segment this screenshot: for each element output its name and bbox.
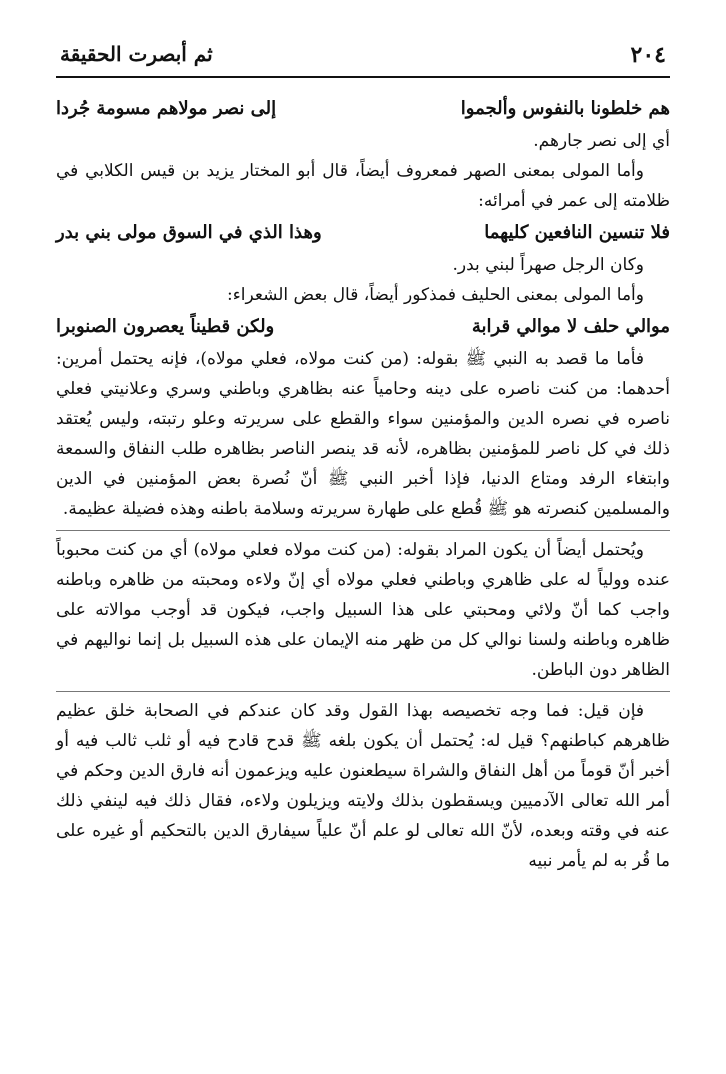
paragraph: وكان الرجل صهراً لبني بدر. [452, 255, 644, 275]
header-rule [56, 76, 670, 78]
verse-hemistich-right: هم خلطونا بالنفوس وألجموا [460, 98, 670, 119]
paragraph-divider [56, 530, 670, 531]
verse-line [56, 94, 670, 124]
paragraph: وأما المولى بمعنى الحليف فمذكور أيضاً، قال بعض الشعراء: [227, 285, 644, 305]
paragraph: ويُحتمل أيضاً أن يكون المراد بقوله: (من كنت مولاه فعلي مولاه) أي من كنت محبوباً عنده وولياً له على ظاهري وباطني فعلي مولاه أي إنّ ولاءه ومحبته من ظاهره وباطنه واجب كما أنّ ولائي ومحبتي على هذا السبيل واجب، فيكون قد أوجب موالاته على ظاهره وباطنه ولسنا نوالي كل من ظهر منه الإيمان على هذه السبيل بل إنما نواليهم في الظاهر دون الباطن. [56, 540, 670, 680]
paragraph: فأما ما قصد به النبي ﷺ بقوله: (من كنت مولاه، فعلي مولاه)، فإنه يحتمل أمرين: أحدهما: من كنت ناصره على دينه وحامياً عنه بظاهري وباطني وسري وعلانيتي فعلي ناصره في نصره الدين والمؤمنين سواء والقطع على سريرته وعلو رتبته، وليس يُعتقد ذلك في كل ناصر للمؤمنين بظاهره، لأنه قد ينصر الناصر بظاهره طلب النفاق والسمعة وابتغاء الرفد ومتاع الدنيا، فإذا أخبر النبي ﷺ أنّ نُصرة بعض المؤمنين في الدين والمسلمين كنصرته هو ﷺ قُطع على طهارة سريرته وسلامة باطنه وهذه فضيلة عظيمة. [56, 349, 670, 519]
running-title: ثم أبصرت الحقيقة [60, 42, 213, 66]
paragraph-divider [56, 691, 670, 692]
page-body [56, 92, 670, 876]
verse-line [56, 218, 670, 248]
verse-hemistich-left: إلى نصر مولاهم مسومة جُردا [56, 98, 277, 119]
verse-hemistich-left: ولكن قطيناً يعصرون الصنوبرا [56, 316, 275, 337]
verse-hemistich-right: فلا تنسين النافعين كليهما [484, 222, 670, 243]
verse-hemistich-right: موالي حلف لا موالي قرابة [471, 316, 670, 337]
page-number: ٢٠٤ [630, 42, 666, 68]
page-header [56, 36, 670, 76]
verse-hemistich-left: وهذا الذي في السوق مولى بني بدر [56, 222, 322, 243]
paragraph: فإن قيل: فما وجه تخصيصه بهذا القول وقد كان عندكم في الصحابة خلق عظيم ظاهرهم كباطنهم؟ قيل له: يُحتمل أن يكون بلغه ﷺ قدح قادح فيه أو ثلب ثالب فيه أو أخبر أنّ قوماً من أهل النفاق والشراة سيطعنون عليه ويزعمون أنه فارق الدين وحكم في أمر الله تعالى الآدميين ويسقطون بذلك ولايته ويزيلون ولاءه، فقال ذلك فيه لينفي ذلك عنه في وقته وبعده، لأنّ الله تعالى لو علم أنّ علياً سيفارق الدين بالتحكيم أو غيره على ما قُر به لم يأمر نبيه [56, 701, 670, 871]
paragraph: وأما المولى بمعنى الصهر فمعروف أيضاً، قال أبو المختار يزيد بن قيس الكلابي في ظلامته إلى عمر في أمرائه: [56, 161, 670, 211]
verse-line [56, 312, 670, 342]
paragraph: أي إلى نصر جارهم. [533, 131, 670, 151]
